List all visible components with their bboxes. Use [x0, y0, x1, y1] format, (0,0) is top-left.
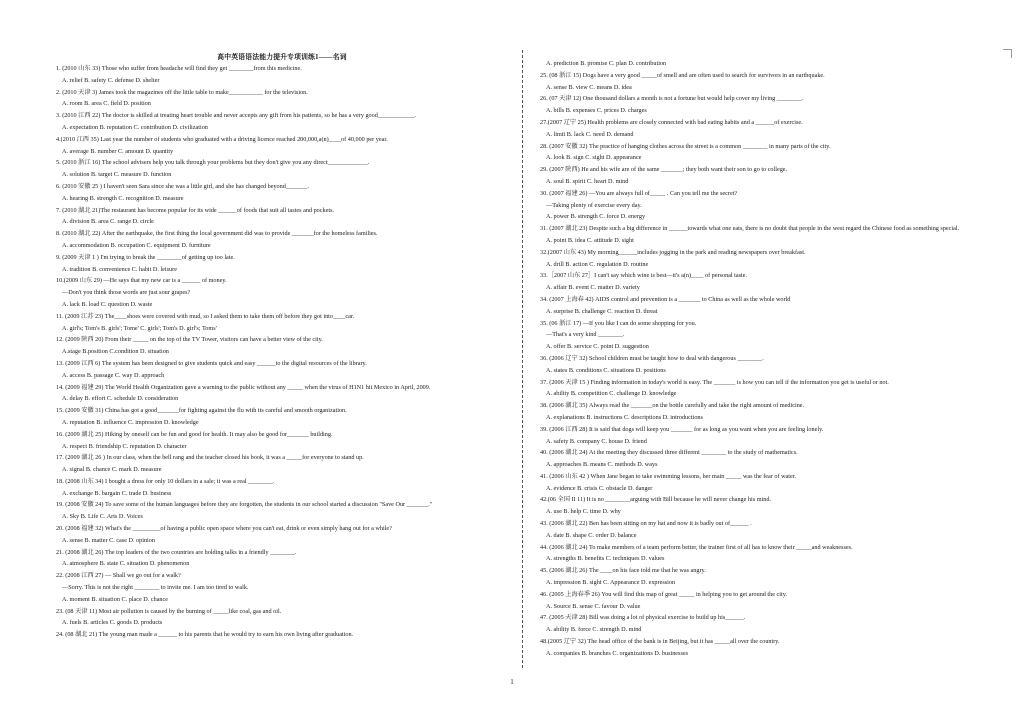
- question-text: 17. (2009 湖北 26 ) In our class, when the bell rang and the teacher closed his book, it was a _____for everyone to stand up.: [56, 454, 364, 462]
- answer-options: A. look B. sign C. sight D. appearance: [546, 154, 642, 162]
- question-text: 15. (2009 安徽 31) China has got a good_______for fighting against the flu with its careful and smooth organization.: [56, 407, 347, 415]
- answer-options: —Don't you think those words are just sour grapes?: [62, 289, 191, 297]
- question-text: 39. (2006 江西 28) It is said that dogs will keep you _______ for as long as you want when you are feeling lonely.: [540, 425, 824, 433]
- question-text: 12. (2009 陕西 20) From their _____ on the top of the TV Tower, visitors can have a better view of the city.: [56, 336, 323, 344]
- page-number: 1: [510, 678, 514, 686]
- question-text: 22. (2008 江西 27) — Shall we go out for a walk?: [56, 572, 181, 580]
- answer-options: A. sense B. view C. means D. idea: [546, 83, 632, 91]
- answer-options: A. companies B. branches C. organizations D. businesses: [546, 649, 689, 657]
- answer-options: A. tradition B. convenience C. habit D. leisure: [62, 265, 177, 273]
- question-text: 28. (2007 安徽 32) The practice of hanging clothes across the street is a common ________ in many parts of the city.: [540, 142, 831, 150]
- answer-options: A. date B. shape C. order D. balance: [546, 531, 637, 539]
- question-text: 38. (2006 湖北 35) Always read the _______on the bottle carefully and take the right amount of medicine.: [540, 402, 805, 410]
- question-text: 46. (2005 上海春季 26) You will find this map of great _____ in helping you to get around the city.: [540, 590, 787, 598]
- answer-options: A. safety B. company C. house D. friend: [546, 437, 647, 445]
- answer-options: A. strengths B. benefits C. techniques D. values: [546, 555, 665, 563]
- answer-options: A. power B. strength C. force D. energy: [546, 213, 646, 221]
- question-text: 2. (2010 天津 3) James took the magazines off the little table to make___________ for the television.: [56, 88, 308, 96]
- question-text: 10.(2009 山东 29) —He says that my new car is a ______ of money.: [56, 277, 227, 285]
- column-divider: [522, 50, 523, 668]
- question-text: 48.(2005 辽宁 32) The head office of the bank is in Beijing, but it has _____all over the country.: [540, 638, 780, 646]
- answer-options: A. Sky B. Life C. Arts D. Voices: [62, 513, 143, 521]
- answer-options: A. exchange B. bargain C. trade D. business: [62, 489, 172, 497]
- question-text: 42.(06 全国 II 11) It is no ________arguing with Bill because he will never change his mind.: [540, 496, 771, 504]
- answer-options: A. expectation B. reputation C. contribution D. civilization: [62, 123, 208, 131]
- answer-options: A. access B. passage C. way D. approach: [62, 371, 165, 379]
- question-text: 31. (2007 湖北 23) Despite such a big difference in ______towards what one eats, there is no doubt that people in the west regard the Chinese food as something special.: [540, 225, 960, 233]
- answer-options: A. girl's; Tom's B. girls'; Tome' C. girls'; Tom's D. girl's; Toms': [62, 324, 217, 332]
- question-text: 14. (2009 福建 29) The World Health Organization gave a warning to the public without any _____ when the virus of H1N1 hit Mexico in April, 2009.: [56, 383, 431, 391]
- page-title: 高中英语语法能力提升专项训练1——名词: [217, 54, 347, 61]
- answer-options: A. affair B. event C. matter D. variety: [546, 284, 640, 292]
- answer-options: A. approaches B. means C. methods D. ways: [546, 461, 658, 469]
- answer-options: A. room B. area C. field D. position: [62, 100, 151, 108]
- question-text: 32.(2007 山东 43) My morning______includes jogging in the park and reading newspapers over breakfast.: [540, 248, 806, 256]
- answer-options: A. explanations B. instructions C. descriptions D. introductions: [546, 413, 703, 421]
- answer-options: A. reputation B. influence C. impression D. knowledge: [62, 418, 199, 426]
- answer-options: A. point B. idea C. attitude D. sight: [546, 236, 634, 244]
- question-text: 5. (2010 浙江 16) The school advisers help you talk through your problems but they don't give you any direct_____________.: [56, 159, 370, 167]
- question-text: 35. (06 浙江 17) —If you like I can do some shopping for you.: [540, 319, 697, 327]
- question-text: 19. (2008 安徽 24) To save some of the human languages before they are forgotten, the students in our school started a discussion "Save Our _______.": [56, 501, 433, 509]
- answer-options: A. evidence B. crisis C. obstacle D. danger: [546, 484, 653, 492]
- answer-options: A. bills B. expenses C. prices D. charges: [546, 107, 647, 115]
- right-column: [540, 58, 992, 660]
- question-text: 20. (2008 福建 32) What's the _________of having a public open space where you can't eat, drink or even simply hang out for a while?: [56, 525, 392, 533]
- answer-options: A. atmosphere B. state C. situation D. phenomenon: [62, 560, 190, 568]
- answer-options: A.stage B.position C.condition D. situation: [62, 348, 169, 356]
- question-text: 23. (08 天津 11) Most air pollution is caused by the burning of _____like coal, gas and oil.: [56, 607, 282, 615]
- answer-options: A. lack B. load C. question D. waste: [62, 300, 153, 308]
- answer-options: A. drill B. action C. regulation D. routine: [546, 260, 649, 268]
- question-text: 7. (2010 湖北 21)The restaurant has become popular for its wide ______of foods that suit all tastes and pockets.: [56, 206, 335, 214]
- question-text: 4.(2010 江西 35) Last year the number of students who graduated with a driving licence reached 200,000,a(n)____of 40,000 per year.: [56, 135, 388, 143]
- question-text: 11. (2009 江苏 23) The____shoes were covered with mud, so I asked them to take them off before they got into____car.: [56, 312, 355, 320]
- question-text: 3. (2010 江西 22) The doctor is skilled at treating heart trouble and never accepts any gift from his patients, so he has a very good____________.: [56, 112, 417, 120]
- question-text: 29. (2007 陕西) He and his wife are of the same _______; they both want their son to go to college.: [540, 166, 788, 174]
- answer-options: —Sorry. This is not the right ________ to invite me. I am too tired to walk.: [62, 584, 249, 592]
- answer-options: A. average B. number C. amount D. quantity: [62, 147, 174, 155]
- answer-options: A. Source B. sense C. favour D. value: [546, 602, 641, 610]
- answer-options: A. ability B. competition C. challenge D. knowledge: [546, 390, 677, 398]
- question-text: 9. (2009 天津 1 ) I'm trying to break the ________of getting up too late.: [56, 253, 235, 261]
- answer-options: A. ability B. force C. strength D. mind: [546, 626, 642, 634]
- corner-mark: [1003, 49, 1012, 58]
- answer-options: A. impression B. sight C. Appearance D. expression: [546, 579, 676, 587]
- question-text: 47. (2005 天津 28) Bill was doing a lot of physical exercise to build up his______.: [540, 614, 746, 622]
- question-text: 18. (2008 山东 34) I bought a dress for only 10 dollars in a sale; it was a real ________.: [56, 477, 275, 485]
- answer-options: A. fuels B. articles C. goods D. products: [62, 619, 163, 627]
- question-text: 1. (2010 山东 33) Those who suffer from headache will find they get ________from this medicine.: [56, 65, 302, 72]
- answer-options: —Taking plenty of exercise every day.: [546, 201, 642, 209]
- question-text: 43. (2006 湖北 22) Ben has been sitting on my hat and now it is badly out of______ .: [540, 520, 752, 528]
- answer-options: A. hearing B. strength C. recognition D. measure: [62, 194, 184, 202]
- question-text: 44. (2006 湖北 24) To make members of a team perform better, the trainer first of all has to know their _____and weaknesses.: [540, 543, 853, 551]
- question-text: 40. (2006 湖北 24) At the meeting they discussed three different ________ to the study of mathematics.: [540, 449, 798, 457]
- question-text: 25. (08 浙江 15) Dogs have a very good _____of smell and are often used to search for survivors in an earthquake.: [540, 71, 825, 79]
- answer-options: A. limit B. lack C. need D. demand: [546, 130, 634, 138]
- answer-options: A. surprise B. challenge C. reaction D. threat: [546, 307, 658, 315]
- answer-options: A. use B. help C. time D. why: [546, 508, 621, 516]
- left-column: [56, 53, 508, 641]
- answer-options: A. moment B. situation C. place D. chance: [62, 595, 169, 603]
- question-text: 45. (2006 湖北 26) The ____on his face told me that he was angry.: [540, 567, 706, 575]
- answer-options: A. respect B. friendship C. reputation D. character: [62, 442, 187, 450]
- question-text: 34. (2007 上海春 42) AIDS control and prevention is a _______ to China as well as the whole world: [540, 295, 791, 303]
- answer-options: A. division B. area C. range D. circle: [62, 218, 154, 226]
- answer-options: A. states B. conditions C. situations D. positions: [546, 366, 666, 374]
- answer-options: A. solution B. target C. measure D. function: [62, 171, 172, 179]
- question-text: 8. (2010 湖北 22) After the earthquake, the first thing the local government did was to provide _______for the homeless families.: [56, 230, 378, 238]
- answer-options: A. prediction B. promise C. plan D. contribution: [546, 60, 667, 67]
- question-text: 24. (08 湖北 21) The young man made a ______ to his parents that he would try to earn his own living after graduation.: [56, 631, 354, 639]
- answer-options: A. accommodation B. occupation C. equipment D. furniture: [62, 241, 211, 249]
- answer-options: A. relief B. safety C. defense D. shelter: [62, 76, 160, 84]
- question-text: 30. (2007 福建 26) —You are always full of_____ . Can you tell me the secret?: [540, 189, 738, 197]
- question-text: 6. (2010 安徽 25 ) I haven't seen Sara since she was a little girl, and she has changed beyond_______.: [56, 182, 310, 190]
- question-text: 41. (2006 山东 42 ) When Jane began to take swimming lessons, her main _____ was the fear of water.: [540, 472, 797, 480]
- question-text: 27.(2007 辽宁 25) Health problems are closely connected with bad eating habits and a ______of exercise.: [540, 118, 803, 126]
- question-text: 21. (2008 湖北 26) The top leaders of the two countries are holding talks in a friendly ________.: [56, 548, 297, 556]
- answer-options: —That's a very kind ________.: [546, 331, 625, 339]
- answer-options: A. signal B. chance C. mark D. measure: [62, 466, 162, 474]
- answer-options: A. sense B. matter C. case D. opinion: [62, 536, 155, 544]
- question-text: 13. (2009 江西 6) The system has been designed to give students quick and easy ______to the digital resources of the library.: [56, 359, 367, 367]
- answer-options: A. delay B. effort C. schedule D. consideration: [62, 395, 179, 403]
- question-text: 16. (2009 湖北 25) Hiking by oneself can be fun and good for health. It may also be good for_______ building.: [56, 430, 333, 438]
- question-text: 36. (2006 辽宁 32) School children must be taught how to deal with dangerous ________.: [540, 354, 764, 362]
- question-text: 33.［2007 山东 27］I can't say which wine is best—it's a(n)____ of personal taste.: [540, 272, 748, 280]
- question-text: 37. (2006 天津 15 ) Finding information in today's world is easy. The _______ is how you can tell if the information you get is useful or not.: [540, 378, 889, 386]
- answer-options: A. offer B. service C. point D. suggestion: [546, 343, 649, 351]
- question-text: 26. (07 天津 12) One thousand dollars a month is not a fortune but would help cover my living ________.: [540, 95, 804, 103]
- answer-options: A. soul B. spirit C. heart D. mind: [546, 177, 629, 185]
